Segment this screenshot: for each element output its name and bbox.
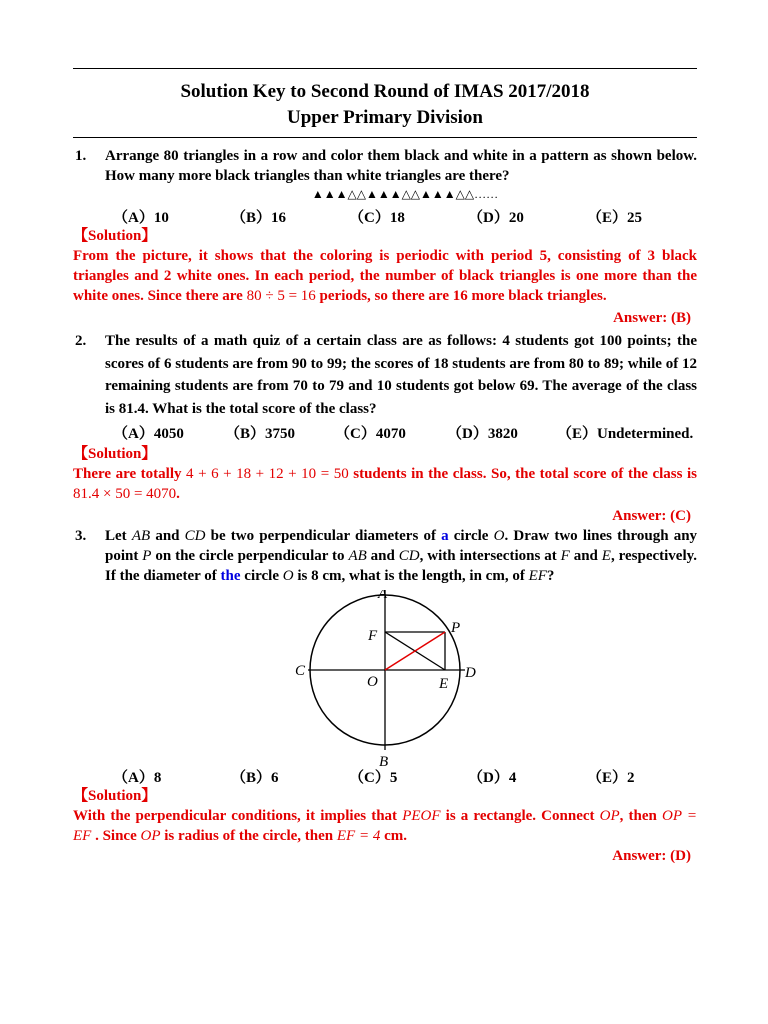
solution-equation: EF = 4 (336, 828, 381, 844)
text-run: circle (244, 568, 279, 584)
text-run: Let (105, 528, 127, 544)
label-e: E (439, 676, 449, 692)
question-number: 3. (75, 528, 87, 544)
math-variable: E (601, 548, 611, 564)
solution-part: There are totally (73, 466, 182, 482)
choice-e: （E）Undetermined. (557, 426, 694, 442)
text-run: and (370, 548, 395, 564)
text-run: and (155, 528, 180, 544)
math-variable: OP (599, 808, 620, 824)
question-1 (73, 146, 697, 186)
math-variable: F (560, 548, 570, 564)
title-rule (73, 137, 697, 138)
circle-figure (73, 590, 697, 766)
answer: Answer: (D) (612, 848, 691, 864)
choice-d: （D）4 (468, 770, 517, 786)
text-run: , respectively. If the diameter of (105, 548, 698, 584)
solution-label: 【Solution】 (73, 446, 157, 462)
solution-part: then (628, 808, 657, 824)
text-run: , with intersections at (419, 548, 557, 564)
highlighted-word: the (220, 568, 241, 584)
math-variable: AB (131, 528, 151, 544)
question-3 (73, 526, 697, 586)
math-variable: O (493, 528, 505, 544)
text-run: is 8 cm, what is the length, in cm, of (297, 568, 525, 584)
choice-c: （C）5 (349, 770, 398, 786)
choices-q3 (73, 766, 697, 786)
solution-part: students in the class. So, the total score of the class is (353, 466, 698, 482)
solution-text (73, 246, 697, 306)
document-page (73, 68, 697, 866)
text-run: be two perpendicular diameters of (210, 528, 436, 544)
text-run: and (573, 548, 598, 564)
choice-a: （A）10 (113, 210, 169, 226)
top-rule (73, 68, 697, 69)
choice-b: （B）3750 (225, 426, 296, 442)
document-title: Solution Key to Second Round of IMAS 2017/2018 (180, 81, 590, 102)
choice-d: （D）20 (468, 210, 524, 226)
solution-equation: 4 + 6 + 18 + 12 + 10 = 50 (186, 466, 349, 482)
label-d: D (465, 665, 476, 681)
question-text: Arrange 80 triangles in a row and color them black and white in a pattern as shown below. How many more black triangles than white triangles are there? (105, 148, 697, 184)
math-variable: CD (184, 528, 206, 544)
highlighted-word: a (441, 528, 449, 544)
solution-part: periods, so there are 16 more black triangles. (319, 288, 607, 304)
label-b: B (379, 754, 389, 766)
solution-equation: 80 ÷ 5 = 16 (246, 288, 316, 304)
solution-part: cm. (384, 828, 407, 844)
math-variable: O (282, 568, 294, 584)
solution-label: 【Solution】 (73, 788, 157, 804)
math-variable: AB (348, 548, 367, 564)
choice-d: （D）3820 (447, 426, 518, 442)
text-run: ? (546, 568, 555, 584)
label-o: O (367, 674, 378, 690)
math-variable: EF (528, 568, 547, 584)
solution-text (73, 806, 697, 846)
choice-b: （B）16 (231, 210, 287, 226)
triangle-sequence: ▲▲▲△△▲▲▲△△▲▲▲△△ (311, 187, 475, 201)
label-f: F (368, 628, 378, 644)
choices-q1 (73, 206, 697, 226)
solution-part: . (176, 486, 180, 502)
geometry-diagram (73, 590, 697, 766)
choice-c: （C）18 (349, 210, 405, 226)
text-run: . Draw two lines through any point (105, 528, 698, 564)
label-a: A (378, 590, 388, 602)
solution-part: is radius of the circle, then (164, 828, 334, 844)
choice-a: （A）8 (113, 770, 162, 786)
question-number: 2. (75, 333, 87, 349)
solution-part: is a rectangle. Connect (445, 808, 595, 824)
solution-equation: 81.4 × 50 = 4070 (73, 486, 177, 502)
label-p: P (451, 620, 461, 636)
solution-equation: OP = EF (73, 808, 698, 844)
choices-q2 (73, 422, 697, 442)
choice-e: （E）2 (587, 770, 635, 786)
pattern-ellipsis: …… (474, 187, 499, 201)
question-text (105, 526, 697, 586)
solution-part: , (619, 808, 624, 824)
choice-c: （C）4070 (335, 426, 406, 442)
document-subtitle: Upper Primary Division (287, 107, 483, 128)
solution-text (73, 464, 697, 504)
solution-part: With the perpendicular conditions, it implies that (73, 808, 398, 824)
text-run: on the circle perpendicular to (155, 548, 345, 564)
solution-part: From the picture, it shows that the coloring is periodic with period 5, consisting of 3 black triangles and 2 white ones. In each period, the number of black triangles is one more than the white ones. Since there are (73, 248, 697, 304)
choice-a: （A）4050 (113, 426, 184, 442)
question-2 (73, 330, 697, 420)
choice-b: （B）6 (231, 770, 279, 786)
answer: Answer: (C) (612, 508, 691, 524)
math-variable: OP (140, 828, 161, 844)
choice-e: （E）25 (587, 210, 643, 226)
question-number: 1. (75, 148, 87, 164)
math-variable: P (142, 548, 152, 564)
triangle-pattern (113, 186, 697, 202)
question-text: The results of a math quiz of a certain class are as follows: 4 students got 100 points; the scores of 6 students are from 90 to 99; the scores of 18 students are from 80 to 89; while of 12 remaining students are from 70 to 79 and 10 students got below 69. The average of the class is 81.4. What is the total score of the class? (105, 333, 697, 417)
solution-label: 【Solution】 (73, 228, 157, 244)
text-run: circle (453, 528, 489, 544)
label-c: C (295, 663, 306, 679)
math-variable: PEOF (402, 808, 441, 824)
answer: Answer: (B) (613, 310, 691, 326)
math-variable: CD (398, 548, 420, 564)
solution-part: . Since (95, 828, 137, 844)
